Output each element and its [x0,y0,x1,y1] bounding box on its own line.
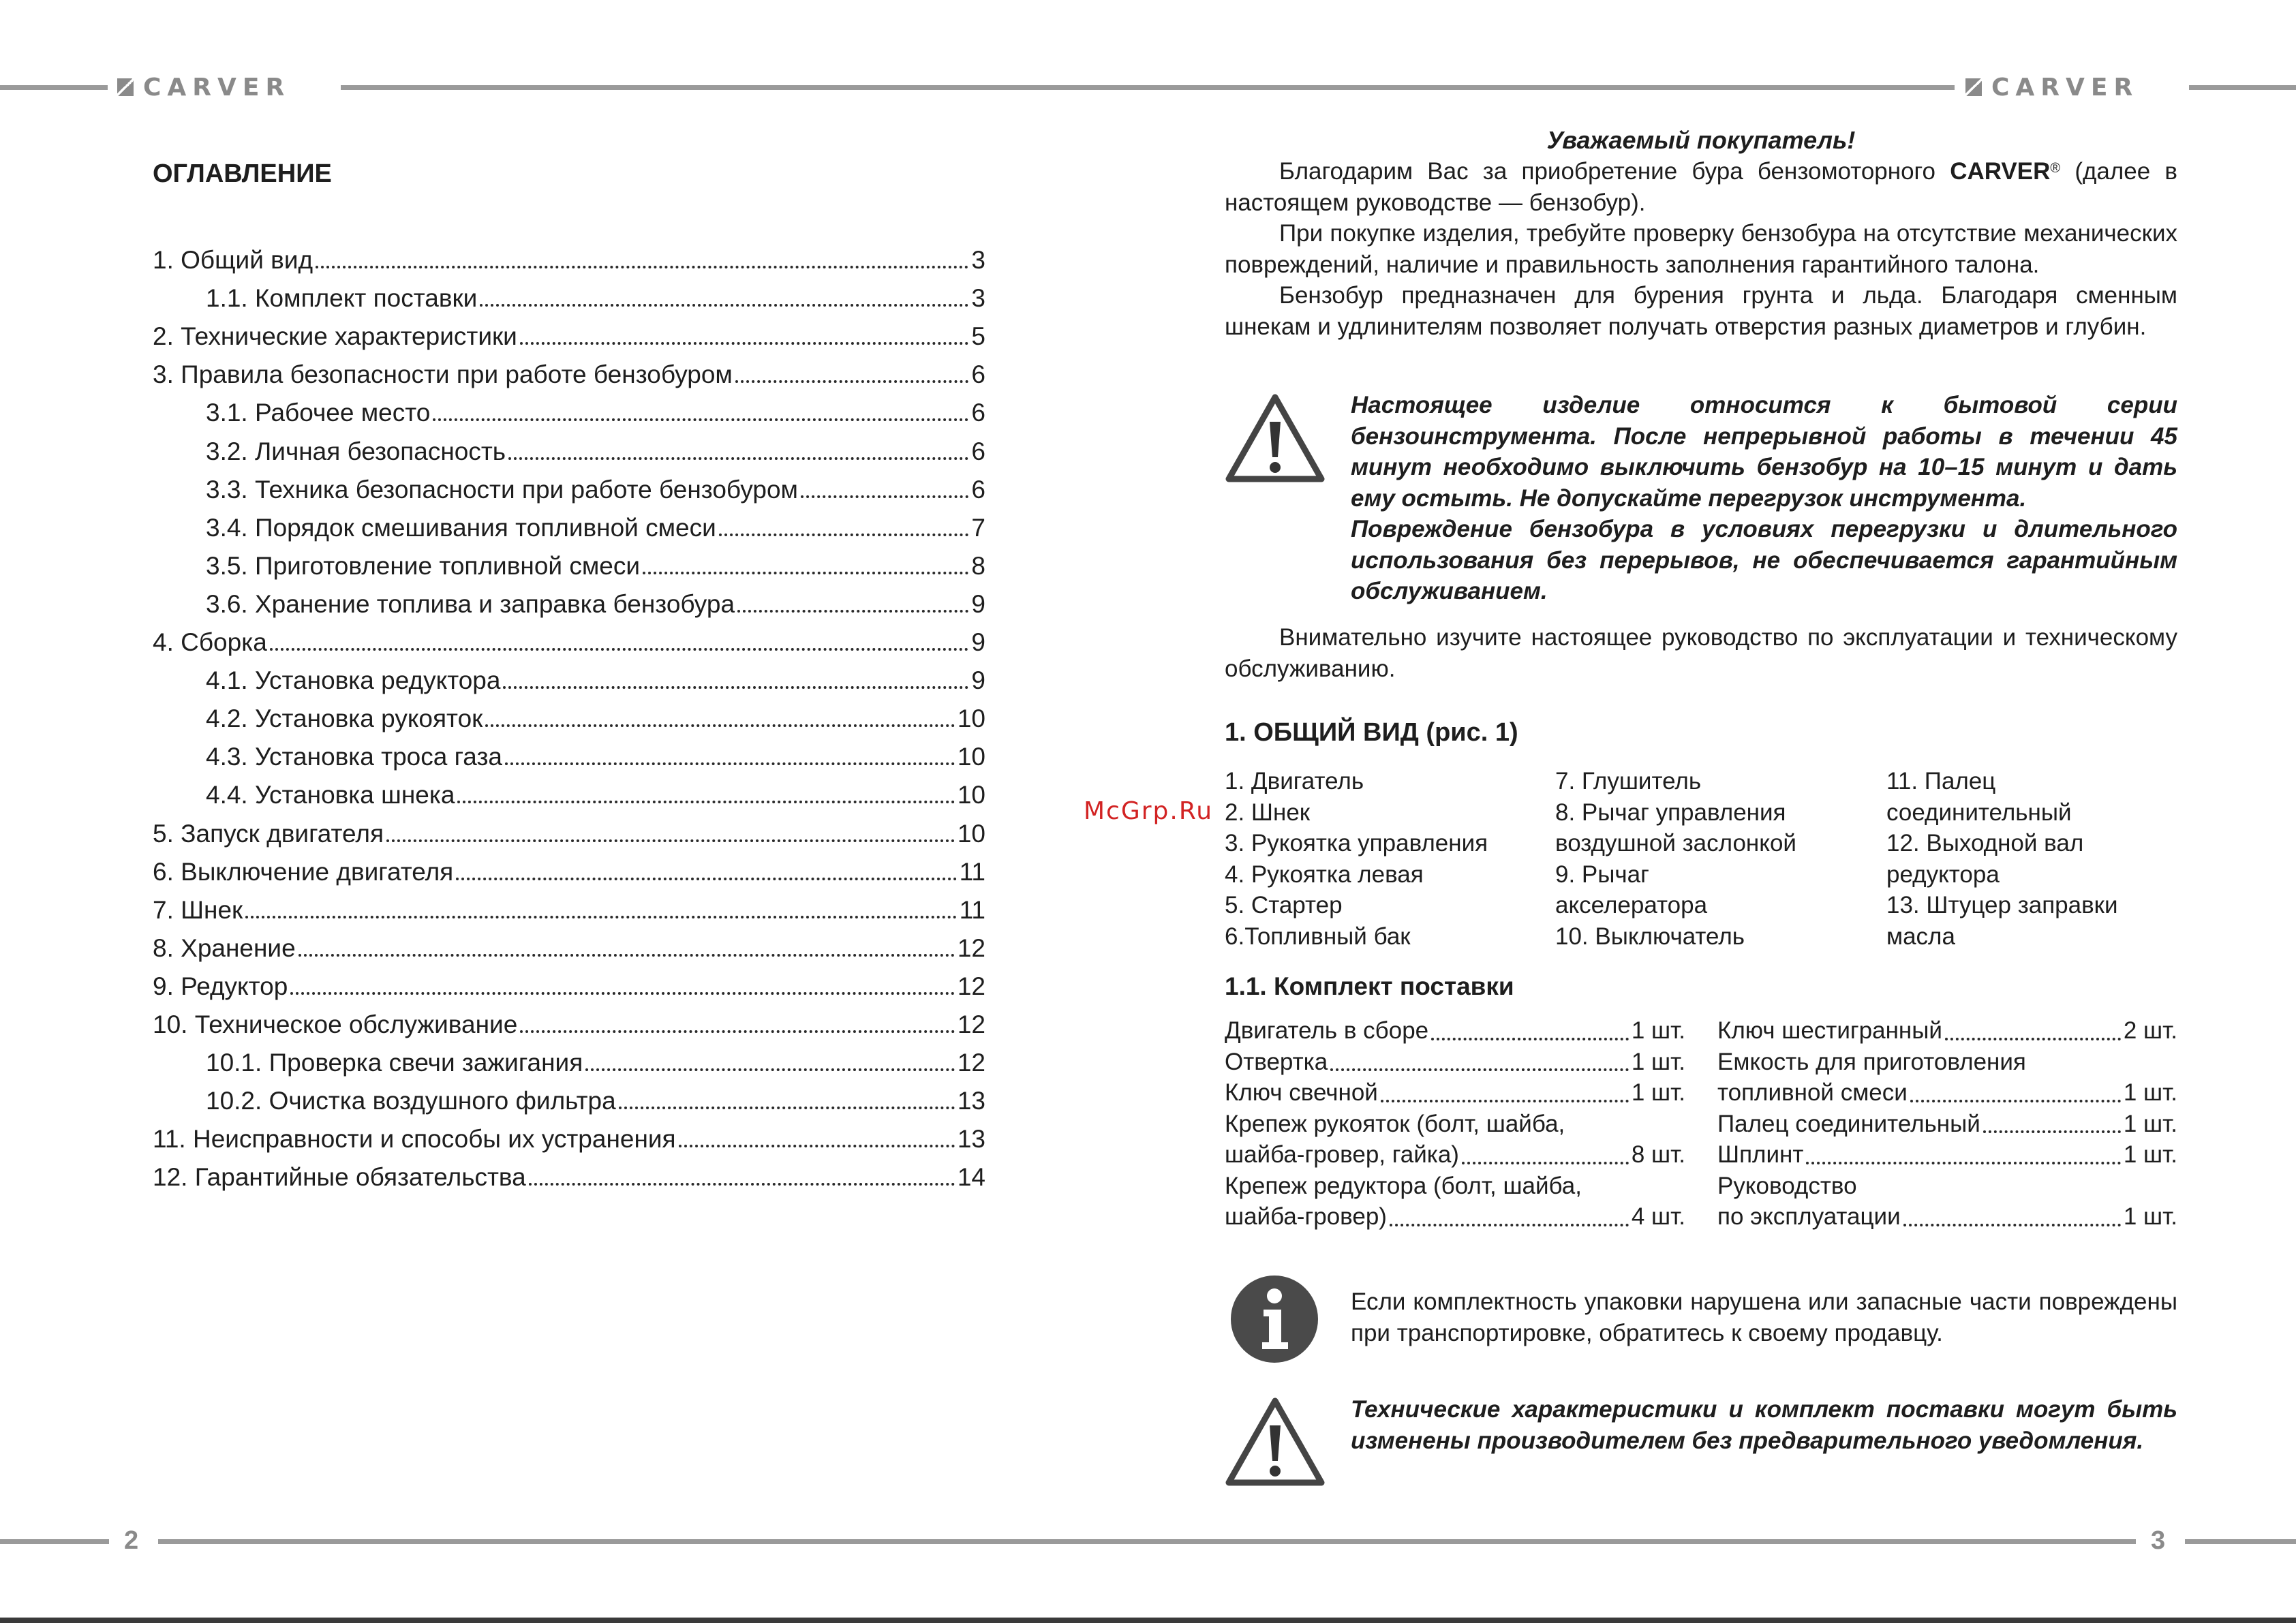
bottom-strip [0,1618,2296,1623]
brand-logo-left [117,72,290,102]
toc-entry-page: 10 [957,819,985,848]
toc-entry-label: 10.1. Проверка свечи зажигания [206,1049,583,1077]
kit-item [1225,1139,1685,1171]
toc-entry-label: 6. Выключение двигателя [153,857,454,886]
toc-entry [153,351,985,389]
overview-item: воздушной заслонкой [1555,830,1796,856]
toc-leader-dots [316,266,968,268]
footer-rule-right [2185,1539,2296,1544]
watermark: McGrp.Ru [1084,797,1214,825]
overview-item: 9. Рычаг [1555,861,1649,888]
overview-item: 5. Стартер [1225,892,1343,918]
kit-leader-dots [1806,1162,2120,1164]
kit-item [1717,1109,2177,1140]
toc-entry-label: 3.2. Личная безопасность [206,437,506,465]
kit-item-label: шайба-гровер, гайка) [1225,1141,1459,1168]
kit-item [1717,1047,2177,1078]
toc-entry-page: 10 [957,743,985,771]
toc-leader-dots [585,1068,955,1071]
kit-item-label: Шплинт [1717,1141,1804,1168]
brand-name: CARVER [1991,73,2139,102]
toc-entry [153,848,985,886]
toc-entry [153,236,985,275]
warning-text-1 [1351,390,2177,607]
toc-entry [153,733,985,771]
logo-mark-icon [117,78,134,96]
kit-item [1225,1077,1685,1109]
toc-entry-label: 4.1. Установка редуктора [206,666,501,695]
warning-1-line-1: Настоящее изделие относится к бытовой серии бензоинструмента. После непрерывной работы в течении 45 минут необходимо выключить бензобур на 10–15 минут и дать ему остыть. Не допускайте перегрузок инструмента. [1351,392,2177,512]
brand-logo-right [1965,72,2139,102]
toc-entry [153,771,985,809]
toc-leader-dots [480,304,968,307]
page-number-right: 3 [2151,1526,2166,1555]
toc-entry-page: 11 [959,895,985,924]
toc-entry-label: 3.6. Хранение топлива и заправка бензобура [206,589,735,618]
toc-entry-page: 10 [957,781,985,809]
kit-leader-dots [1983,1130,2121,1133]
toc-entry-page: 12 [957,972,985,1000]
overview-item: 4. Рукоятка левая [1225,861,1424,888]
kit-leader-dots [1390,1224,1629,1226]
kit-item [1717,1201,2177,1233]
toc-entry-label: 2. Технические характеристики [153,322,517,351]
toc-leader-dots [737,610,968,613]
kit-item [1225,1015,1685,1047]
kit-item-label: Емкость для приготовления [1717,1048,2026,1075]
kit-leader-dots [1462,1162,1629,1164]
toc-entry-label: 7. Шнек [153,895,243,924]
kit-item-label: Двигатель в сборе [1225,1017,1429,1044]
kit-item [1225,1201,1685,1233]
kit-item-label: Ключ свечной [1225,1079,1378,1106]
toc-leader-dots [719,534,969,536]
kit-item-qty: 1 шт. [2123,1141,2177,1168]
intro-paragraph-3: Бензобур предназначен для бурения грунта и льда. Благодаря сменным шнекам и удлинителям позволяет получать отверстия разных диаметров и глубин. [1225,282,2177,340]
toc-entry [153,886,985,925]
toc-entry [153,1039,985,1077]
toc-leader-dots [679,1145,955,1147]
overview-item: 11. Палец [1886,768,1996,794]
overview-item: 10. Выключатель [1555,923,1745,950]
kit-item [1717,1077,2177,1109]
warning-icon [1225,392,1326,484]
toc-entry [153,1001,985,1039]
overview-item: акселератора [1555,892,1708,918]
intro-paragraph-1 [1225,156,2177,218]
overview-title: 1. ОБЩИЙ ВИД (рис. 1) [1225,718,1518,747]
toc-entry [153,1154,985,1192]
toc-entry-page: 9 [971,589,985,618]
kit-item-label: Руководство [1717,1172,1857,1199]
toc-entry-page: 8 [971,551,985,580]
overview-item: масла [1886,923,1955,950]
toc-leader-dots [290,992,955,995]
kit-item-label: Крепеж редуктора (болт, шайба, [1225,1172,1582,1199]
toc-entry-label: 1.1. Комплект поставки [206,284,478,313]
footer-rule-middle [158,1539,2136,1544]
intro-paragraph-2: При покупке изделия, требуйте проверку бензобура на отсутствие механических повреждений, наличие и правильность заполнения гарантийного талона. [1225,220,2177,278]
toc-entry [153,427,985,465]
toc-entry-page: 6 [971,360,985,389]
toc-leader-dots [505,762,955,765]
toc-entry-page: 9 [971,628,985,657]
toc-entry [153,1115,985,1154]
toc-entry-label: 4.3. Установка троса газа [206,743,503,771]
table-of-contents [153,236,985,1192]
overview-column-3 [1886,766,2118,952]
toc-entry [153,925,985,963]
intro-p1-b: (далее в настоящем руководстве — бензобур). [1225,158,2177,216]
toc-entry-label: 1. Общий вид [153,246,313,275]
kit-item-qty: 1 шт. [1631,1048,1685,1075]
info-icon [1229,1274,1319,1364]
header-rule-right [2189,85,2296,90]
greeting: Уважаемый покупатель! [1546,126,1856,154]
toc-entry-page: 13 [957,1125,985,1154]
toc-entry [153,275,985,313]
toc-leader-dots [457,801,954,803]
kit-list-right [1717,1015,2177,1233]
overview-item: 3. Рукоятка управления [1225,830,1488,856]
kit-item-qty: 4 шт. [1631,1203,1685,1230]
header-rule-middle [341,85,1955,90]
toc-entry-label: 3.1. Рабочее место [206,399,431,427]
kit-item [1717,1139,2177,1171]
toc-entry-label: 11. Неисправности и способы их устранения [153,1125,676,1154]
overview-item: 2. Шнек [1225,799,1311,826]
toc-entry-label: 3.3. Техника безопасности при работе бензобуром [206,475,798,504]
toc-entry-page: 12 [957,933,985,962]
kit-item [1225,1047,1685,1078]
toc-leader-dots [299,954,955,957]
toc-leader-dots [503,686,968,689]
toc-entry [153,389,985,427]
toc-entry [153,963,985,1001]
toc-entry-page: 6 [971,399,985,427]
intro-p1-a: Благодарим Вас за приобретение бура бензомоторного [1279,158,1950,185]
toc-entry-label: 4.2. Установка рукояток [206,705,483,733]
toc-entry-label: 3. Правила безопасности при работе бензобуром [153,360,733,389]
warning-1-line-2: Повреждение бензобура в условиях перегрузки и длительного использования без перерывов, не обеспечивается гарантийным обслуживанием. [1351,516,2177,604]
toc-leader-dots [245,916,956,918]
toc-leader-dots [619,1107,955,1109]
toc-leader-dots [386,839,955,842]
toc-entry-label: 9. Редуктор [153,972,288,1000]
overview-item: редуктора [1886,861,2000,888]
toc-entry-label: 4.4. Установка шнека [206,781,455,809]
toc-entry [153,466,985,504]
toc-leader-dots [433,418,968,421]
toc-leader-dots [270,648,969,651]
overview-item: 6.Топливный бак [1225,923,1411,950]
kit-item [1225,1109,1685,1140]
toc-entry-page: 6 [971,437,985,465]
toc-entry-label: 12. Гарантийные обязательства [153,1163,526,1192]
study-paragraph: Внимательно изучите настоящее руководство по эксплуатации и техническому обслуживанию. [1225,624,2177,682]
toc-entry-label: 10.2. Очистка воздушного фильтра [206,1087,616,1115]
kit-item-qty: 8 шт. [1631,1141,1685,1168]
kit-item-label: шайба-гровер) [1225,1203,1387,1230]
toc-entry-page: 3 [971,246,985,275]
kit-item-label: топливной смеси [1717,1079,1908,1106]
toc-entry-page: 5 [971,322,985,351]
toc-entry [153,581,985,619]
toc-entry-page: 12 [957,1010,985,1038]
toc-entry-page: 10 [957,705,985,733]
kit-item-label: по эксплуатации [1717,1203,1901,1230]
warning-icon [1225,1395,1326,1488]
toc-entry-page: 7 [971,513,985,542]
kit-item-qty: 1 шт. [1631,1079,1685,1106]
overview-item: 1. Двигатель [1225,768,1364,794]
toc-entry-page: 11 [959,857,985,886]
kit-item [1717,1171,2177,1202]
toc-entry [153,657,985,695]
intro-text [1225,156,2177,342]
toc-leader-dots [520,342,969,345]
footer-rule-left [0,1539,109,1544]
registered-mark: ® [2050,161,2061,176]
kit-item-label: Палец соединительный [1717,1110,1980,1137]
toc-entry-page: 14 [957,1163,985,1192]
kit-item [1225,1171,1685,1202]
kit-list-left [1225,1015,1685,1233]
toc-entry [153,809,985,848]
kit-item-qty: 1 шт. [1631,1017,1685,1044]
kit-title: 1.1. Комплект поставки [1225,972,1514,1000]
kit-item-qty: 1 шт. [2123,1110,2177,1137]
toc-leader-dots [456,878,956,880]
kit-leader-dots [1381,1100,1629,1102]
toc-entry-label: 4. Сборка [153,628,267,657]
kit-item-qty: 1 шт. [2123,1079,2177,1106]
info-note: Если комплектность упаковки нарушена или запасные части повреждены при транспортировке, обратитесь к своему продавцу. [1351,1288,2177,1346]
logo-mark-icon [1965,78,1982,96]
kit-leader-dots [1431,1038,1629,1040]
toc-title: ОГЛАВЛЕНИЕ [153,159,332,188]
toc-leader-dots [520,1030,955,1033]
overview-item: 8. Рычаг управления [1555,799,1786,826]
kit-leader-dots [1910,1100,2121,1102]
toc-entry-label: 3.5. Приготовление топливной смеси [206,551,641,580]
brand-name: CARVER [143,73,291,102]
kit-item-label: Отвертка [1225,1048,1328,1075]
toc-entry-label: 10. Техническое обслуживание [153,1010,518,1038]
header-rule-left [0,85,108,90]
toc-entry-page: 9 [971,666,985,695]
kit-leader-dots [1903,1224,2121,1226]
toc-entry-page: 3 [971,284,985,313]
toc-leader-dots [735,380,969,383]
kit-item-qty: 1 шт. [2123,1203,2177,1230]
overview-item: соединительный [1886,799,2072,826]
overview-item: 13. Штуцер заправки [1886,892,2118,918]
toc-entry-label: 3.4. Порядок смешивания топливной смеси [206,513,716,542]
toc-entry-page: 13 [957,1087,985,1115]
kit-item-label: Ключ шестигранный [1717,1017,1942,1044]
toc-leader-dots [508,457,968,460]
overview-item: 12. Выходной вал [1886,830,2084,856]
toc-entry [153,504,985,542]
kit-item-label: Крепеж рукояток (болт, шайба, [1225,1110,1565,1137]
toc-entry [153,1077,985,1115]
kit-leader-dots [1945,1038,2121,1040]
toc-leader-dots [801,495,968,498]
page-number-left: 2 [124,1526,139,1555]
study-note [1225,622,2177,684]
toc-entry-label: 5. Запуск двигателя [153,819,384,848]
kit-leader-dots [1330,1068,1629,1071]
toc-entry [153,542,985,581]
toc-entry [153,695,985,733]
toc-entry-label: 8. Хранение [153,933,296,962]
intro-p1-brand: CARVER [1950,158,2051,185]
toc-entry-page: 12 [957,1049,985,1077]
toc-leader-dots [485,724,955,727]
toc-entry [153,313,985,351]
toc-entry-page: 6 [971,475,985,504]
warning-text-2: Технические характеристики и комплект поставки могут быть изменены производителем без предварительного уведомления. [1351,1396,2177,1454]
overview-column-2 [1555,766,1796,952]
toc-leader-dots [529,1183,955,1186]
overview-item: 7. Глушитель [1555,768,1702,794]
overview-column-1 [1225,766,1488,952]
toc-entry [153,619,985,657]
kit-item [1717,1015,2177,1047]
kit-item-qty: 2 шт. [2123,1017,2177,1044]
toc-leader-dots [643,572,968,574]
